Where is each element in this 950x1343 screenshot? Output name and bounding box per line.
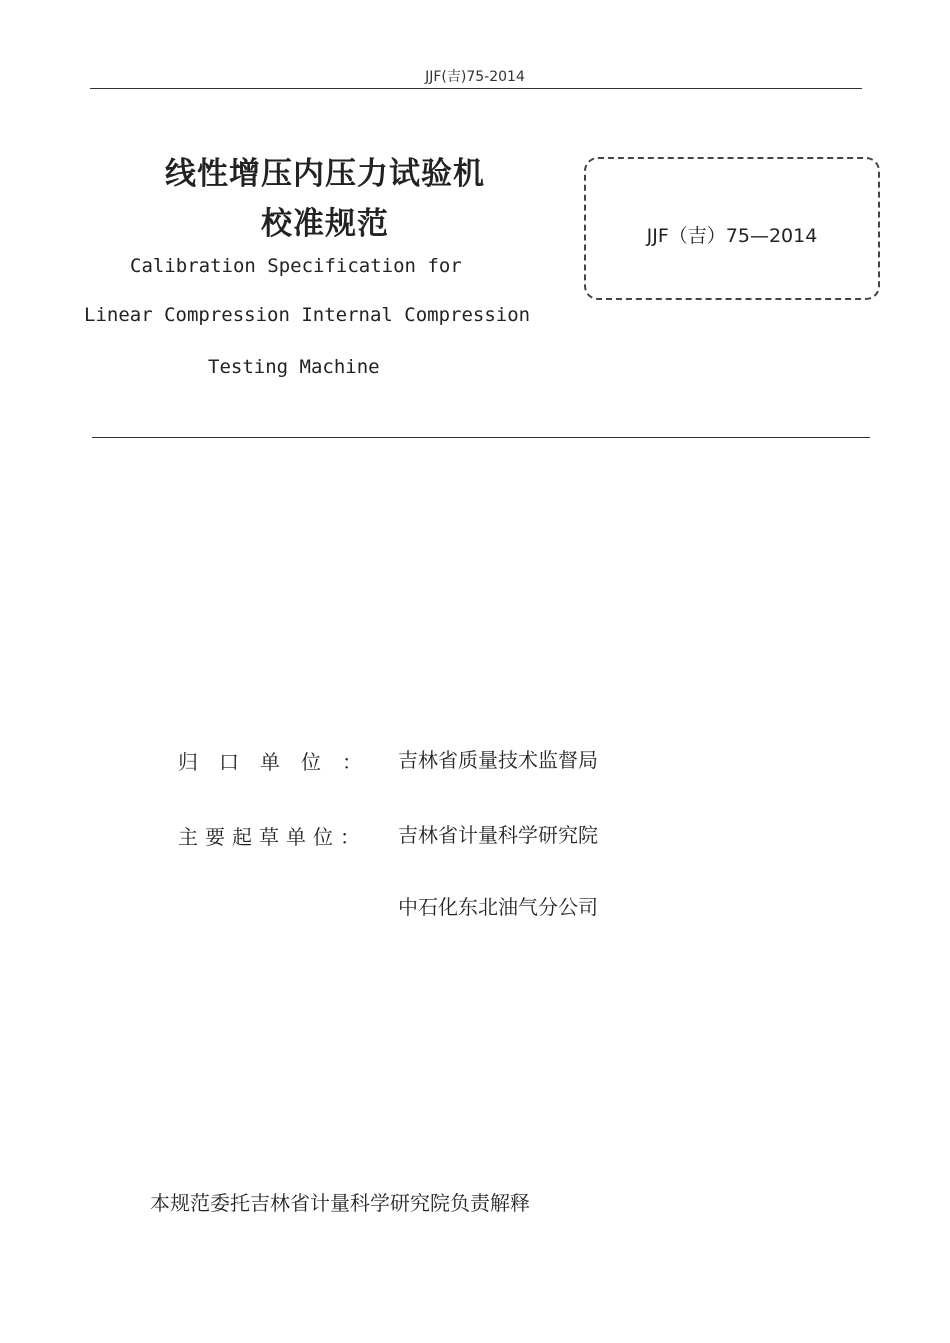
code-stamp-text: JJF（吉）75—2014 [646,225,818,247]
title-en-line3: Testing Machine [208,356,380,378]
drafting-unit-value-2: 中石化东北油气分公司 [398,895,598,919]
header-divider [90,88,862,89]
title-cn-line1: 线性增压内压力试验机 [165,156,485,192]
interpretation-note: 本规范委托吉林省计量科学研究院负责解释 [150,1191,530,1215]
responsible-unit-value: 吉林省质量技术监督局 [398,748,598,772]
header-code: JJF(吉)75-2014 [425,69,525,85]
responsible-unit-label: 归口单位： [178,750,383,774]
title-en-line2: Linear Compression Internal Compression [84,304,531,326]
title-divider [92,437,870,438]
title-en-line1: Calibration Specification for [130,255,462,277]
title-cn-line2: 校准规范 [261,206,389,242]
drafting-unit-label: 主要起草单位： [178,825,367,849]
drafting-unit-value-1: 吉林省计量科学研究院 [398,823,598,847]
